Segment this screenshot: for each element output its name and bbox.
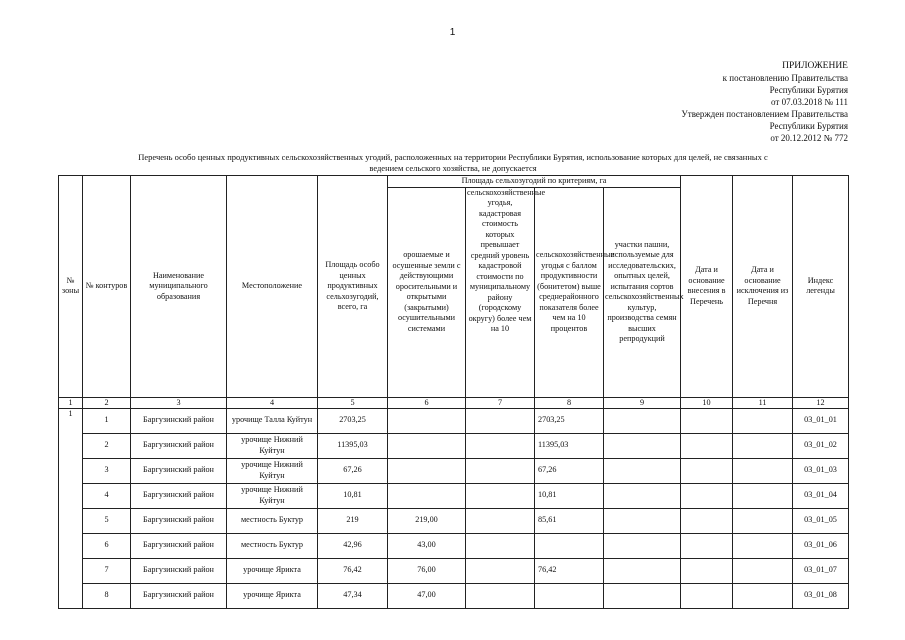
legend-cell: 03_01_04 <box>793 483 849 508</box>
research-cell <box>604 533 681 558</box>
bonitet-cell <box>535 583 604 608</box>
page-number: 1 <box>449 27 456 38</box>
cadastral-cell <box>466 583 535 608</box>
cadastral-cell <box>466 408 535 433</box>
cadastral-cell <box>466 558 535 583</box>
cadastral-cell <box>466 483 535 508</box>
bonitet-cell: 10,81 <box>535 483 604 508</box>
municipality-cell: Баргузинский район <box>131 583 227 608</box>
date-out-cell <box>733 583 793 608</box>
cadastral-cell <box>466 533 535 558</box>
legend-cell: 03_01_06 <box>793 533 849 558</box>
header-legend-index: Индекс легенды <box>793 176 849 398</box>
date-in-cell <box>681 533 733 558</box>
header-cadastral: сельскохозяйственные угодья, кадастровая стоимость которых превышает средний уровень кадастровой стоимости по муниципальному району (городскому округу) более чем на 10 <box>467 187 546 333</box>
research-cell <box>604 558 681 583</box>
cadastral-cell <box>466 458 535 483</box>
land-table <box>58 175 849 609</box>
date-in-cell <box>681 583 733 608</box>
contour-cell: 8 <box>83 583 131 608</box>
contour-cell: 4 <box>83 483 131 508</box>
appendix-line: Республики Бурятия <box>769 85 848 95</box>
bonitet-cell: 67,26 <box>535 458 604 483</box>
column-number: 9 <box>604 397 681 408</box>
header-research: участки пашни, используемые для исследовательских, опытных целей, испытания сортов сельскохозяйственных культур, производства семян высших репродукций <box>604 187 681 397</box>
column-number: 2 <box>83 397 131 408</box>
appendix-line: от 20.12.2012 № 772 <box>770 133 848 143</box>
date-in-cell <box>681 408 733 433</box>
column-number: 4 <box>227 397 318 408</box>
research-cell <box>604 583 681 608</box>
contour-cell: 3 <box>83 458 131 483</box>
location-cell: урочище Нижний Куйтун <box>227 458 318 483</box>
research-cell <box>604 458 681 483</box>
research-cell <box>604 408 681 433</box>
appendix-title: ПРИЛОЖЕНИЕ <box>782 61 848 71</box>
bonitet-cell: 85,61 <box>535 508 604 533</box>
header-date-in: Дата и основание внесения в Перечень <box>681 176 733 398</box>
legend-cell: 03_01_05 <box>793 508 849 533</box>
municipality-cell: Баргузинский район <box>131 433 227 458</box>
irrigated-cell <box>388 483 466 508</box>
legend-cell: 03_01_03 <box>793 458 849 483</box>
header-zone-no: № зоны <box>59 176 83 398</box>
contour-cell: 7 <box>83 558 131 583</box>
table-row <box>59 533 849 558</box>
municipality-cell: Баргузинский район <box>131 533 227 558</box>
location-cell: местность Буктур <box>227 533 318 558</box>
legend-cell: 03_01_07 <box>793 558 849 583</box>
irrigated-cell <box>388 433 466 458</box>
table-row <box>59 458 849 483</box>
appendix-line: от 07.03.2018 № 111 <box>771 97 848 107</box>
table-row <box>59 583 849 608</box>
legend-cell: 03_01_02 <box>793 433 849 458</box>
irrigated-cell: 43,00 <box>388 533 466 558</box>
bonitet-cell: 11395,03 <box>535 433 604 458</box>
column-number: 6 <box>388 397 466 408</box>
cadastral-cell <box>466 433 535 458</box>
bonitet-cell: 2703,25 <box>535 408 604 433</box>
research-cell <box>604 433 681 458</box>
location-cell: урочище Ярикта <box>227 583 318 608</box>
table-row <box>59 433 849 458</box>
total-cell: 42,96 <box>318 533 388 558</box>
column-number: 1 <box>59 397 83 408</box>
cadastral-cell <box>466 508 535 533</box>
date-out-cell <box>733 533 793 558</box>
table-row <box>59 408 849 433</box>
municipality-cell: Баргузинский район <box>131 558 227 583</box>
research-cell <box>604 483 681 508</box>
header-bonitet: сельскохозяйственные угодья с баллом продуктивности (бонитетом) выше среднерайонного показателя более чем на 10 процентов <box>535 187 604 397</box>
header-area-total: Площадь особо ценных продуктивных сельхозугодий, всего, га <box>318 176 388 398</box>
location-cell: урочище Ярикта <box>227 558 318 583</box>
title-line: ведением сельского хозяйства, не допускается <box>369 162 537 173</box>
date-out-cell <box>733 458 793 483</box>
column-number: 10 <box>681 397 733 408</box>
bonitet-cell <box>535 533 604 558</box>
header-area-by-criteria: Площадь сельхозугодий по критериям, га <box>388 176 681 188</box>
date-in-cell <box>681 558 733 583</box>
municipality-cell: Баргузинский район <box>131 483 227 508</box>
total-cell: 47,34 <box>318 583 388 608</box>
column-number: 8 <box>535 397 604 408</box>
document-title <box>58 152 848 173</box>
header-location: Местоположение <box>227 176 318 398</box>
bonitet-cell: 76,42 <box>535 558 604 583</box>
appendix-line: к постановлению Правительства <box>722 73 848 83</box>
appendix-line: Утвержден постановлением Правительства <box>681 109 848 119</box>
contour-cell: 2 <box>83 433 131 458</box>
column-number: 5 <box>318 397 388 408</box>
total-cell: 76,42 <box>318 558 388 583</box>
column-number-row <box>59 397 849 408</box>
irrigated-cell: 47,00 <box>388 583 466 608</box>
total-cell: 10,81 <box>318 483 388 508</box>
column-number: 3 <box>131 397 227 408</box>
irrigated-cell: 76,00 <box>388 558 466 583</box>
date-in-cell <box>681 508 733 533</box>
municipality-cell: Баргузинский район <box>131 408 227 433</box>
table-row <box>59 508 849 533</box>
contour-cell: 1 <box>83 408 131 433</box>
contour-cell: 5 <box>83 508 131 533</box>
date-in-cell <box>681 458 733 483</box>
location-cell: местность Буктур <box>227 508 318 533</box>
date-in-cell <box>681 433 733 458</box>
header-municipality: Наименование муниципального образования <box>131 176 227 398</box>
appendix-line: Республики Бурятия <box>769 121 848 131</box>
location-cell: урочище Нижний Куйтун <box>227 433 318 458</box>
total-cell: 67,26 <box>318 458 388 483</box>
header-irrigated: орошаемые и осушенные земли с действующими оросительными и открытыми (закрытыми) осушительными системами <box>388 187 466 397</box>
appendix-block <box>681 60 848 144</box>
municipality-cell: Баргузинский район <box>131 508 227 533</box>
column-number: 11 <box>733 397 793 408</box>
contour-cell: 6 <box>83 533 131 558</box>
irrigated-cell: 219,00 <box>388 508 466 533</box>
table-row <box>59 558 849 583</box>
date-in-cell <box>681 483 733 508</box>
zone-cell: 1 <box>59 408 83 608</box>
date-out-cell <box>733 508 793 533</box>
location-cell: урочище Талла Куйтун <box>227 408 318 433</box>
date-out-cell <box>733 433 793 458</box>
total-cell: 2703,25 <box>318 408 388 433</box>
irrigated-cell <box>388 408 466 433</box>
column-number: 7 <box>466 397 535 408</box>
title-line: Перечень особо ценных продуктивных сельскохозяйственных угодий, расположенных на территории Республики Бурятия, использование которых для целей, не связанных с <box>138 152 768 162</box>
total-cell: 219 <box>318 508 388 533</box>
legend-cell: 03_01_08 <box>793 583 849 608</box>
date-out-cell <box>733 558 793 583</box>
date-out-cell <box>733 408 793 433</box>
legend-cell: 03_01_01 <box>793 408 849 433</box>
header-date-out: Дата и основание исключения из Перечня <box>733 176 793 398</box>
date-out-cell <box>733 483 793 508</box>
research-cell <box>604 508 681 533</box>
table-row <box>59 483 849 508</box>
header-contour-no: № контуров <box>83 176 131 398</box>
location-cell: урочище Нижний Куйтун <box>227 483 318 508</box>
irrigated-cell <box>388 458 466 483</box>
total-cell: 11395,03 <box>318 433 388 458</box>
column-number: 12 <box>793 397 849 408</box>
municipality-cell: Баргузинский район <box>131 458 227 483</box>
